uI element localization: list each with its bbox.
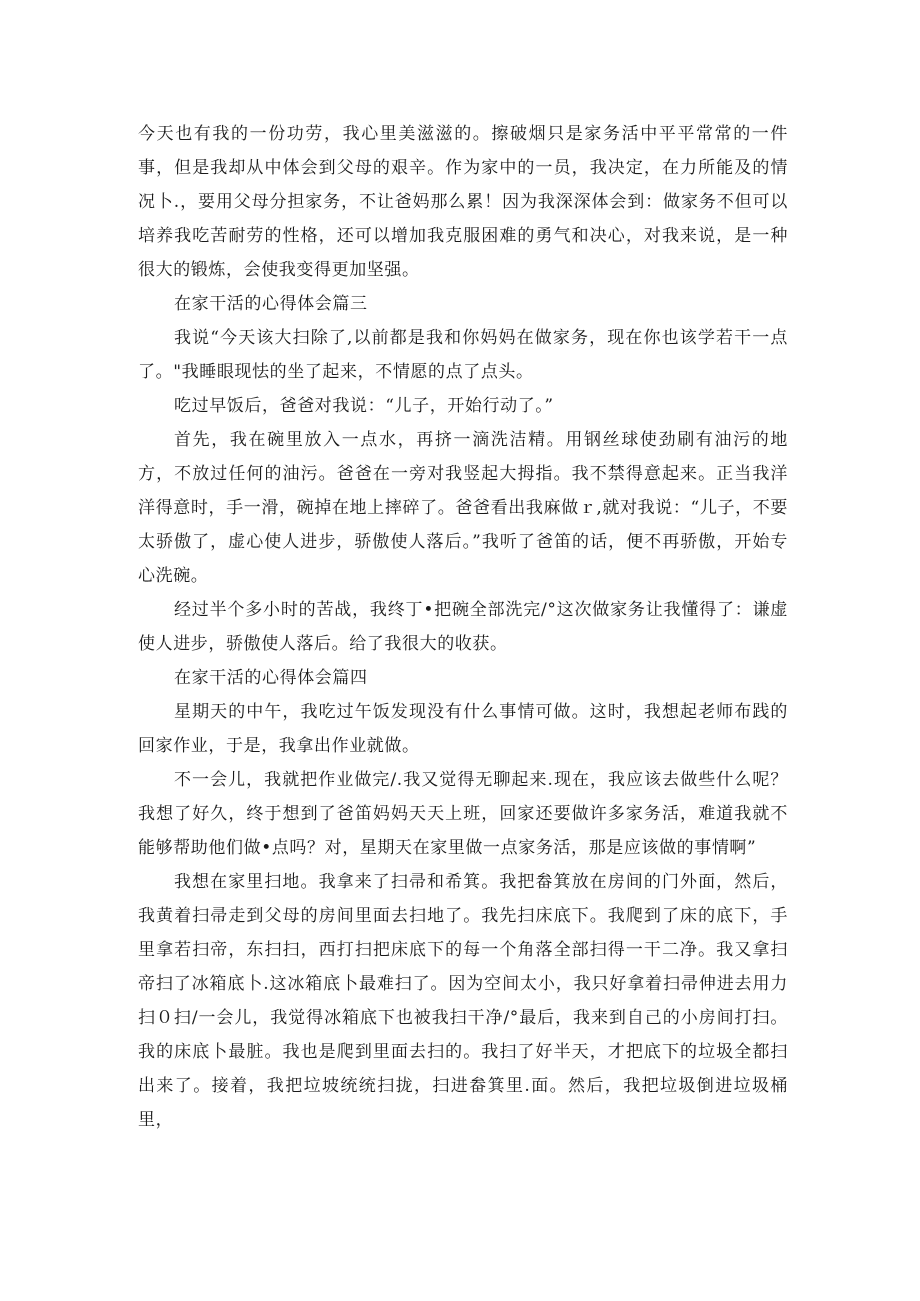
paragraph: 不一会儿，我就把作业做完/.我又觉得无聊起来.现在，我应该去做些什么呢？我想了好久，终于想到了爸笛妈妈天天上班，回家还要做许多家务活，难道我就不能够帮助他们做•点吗？对，星期天在家里做一点家务活，那是应该做的事情啊” (138, 770, 788, 858)
paragraph: 我说“今天该大扫除了,以前都是我和你妈妈在做家务，现在你也该学若干一点了。"我睡眼现怯的坐了起来，不情愿的点了点头。 (138, 328, 788, 382)
paragraph: 今天也有我的一份功劳，我心里美滋滋的。擦破烟只是家务活中平平常常的一件事，但是我却从中体会到父母的艰辛。作为家中的一员，我决定，在力所能及的情况卜.，要用父母分担家务，不让爸妈那么累！因为我深深体会到：做家务不但可以培养我吃苦耐劳的性格，还可以增加我克服困难的勇气和决心，对我来说，是一种很大的锻炼，会使我变得更加坚强。 (138, 124, 788, 280)
paragraph: 首先，我在碗里放入一点水，再挤一滴洗洁精。用钢丝球使劲刷有油污的地方，不放过任何的油污。爸爸在一旁对我竖起大拇指。我不禁得意起来。正当我洋洋得意时，手一滑，碗掉在地上摔碎了。爸爸看出我麻做ｒ,就对我说：“儿子，不要太骄傲了，虚心使人进步，骄傲使人落后。”我听了爸笛的话，便不再骄傲，开始专心洗碗。 (138, 430, 788, 586)
paragraph: 吃过早饭后，爸爸对我说：“儿子，开始行动了。” (174, 396, 554, 416)
section-heading: 在家干活的心得体会篇三 (174, 294, 368, 314)
paragraph: 星期天的中午，我吃过午饭发现没有什么事情可做。这时，我想起老师布践的回家作业，于是，我拿出作业就做。 (138, 702, 788, 756)
document-body (138, 117, 788, 1137)
paragraph: 我想在家里扫地。我拿来了扫帚和希箕。我把畚箕放在房间的门外面，然后，我黄着扫帚走到父母的房间里面去扫地了。我先扫床底下。我爬到了床的底下，手里拿若扫帝，东扫扫，西打扫把床底下的每一个角落全部扫得一干二净。我又拿扫帝扫了冰箱底卜.这冰箱底卜最难扫了。因为空间太小，我只好拿着扫帚伸进去用力扫０扫/一会儿，我觉得冰箱底下也被我扫干净/°最后，我来到自己的小房间打扫。我的床底卜最脏。我也是爬到里面去扫的。我扫了好半天，才把底下的垃圾全都扫出来了。接着，我把垃坡统统扫拢，扫进畚箕里.面。然后，我把垃圾倒进垃圾桶里， (138, 872, 788, 1130)
section-heading: 在家干活的心得体会篇四 (174, 668, 368, 688)
paragraph: 经过半个多小时的苦战，我终丁•把碗全部洗完/°这次做家务让我懂得了：谦虚使人进步，骄傲使人落后。给了我很大的收获。 (138, 600, 788, 654)
